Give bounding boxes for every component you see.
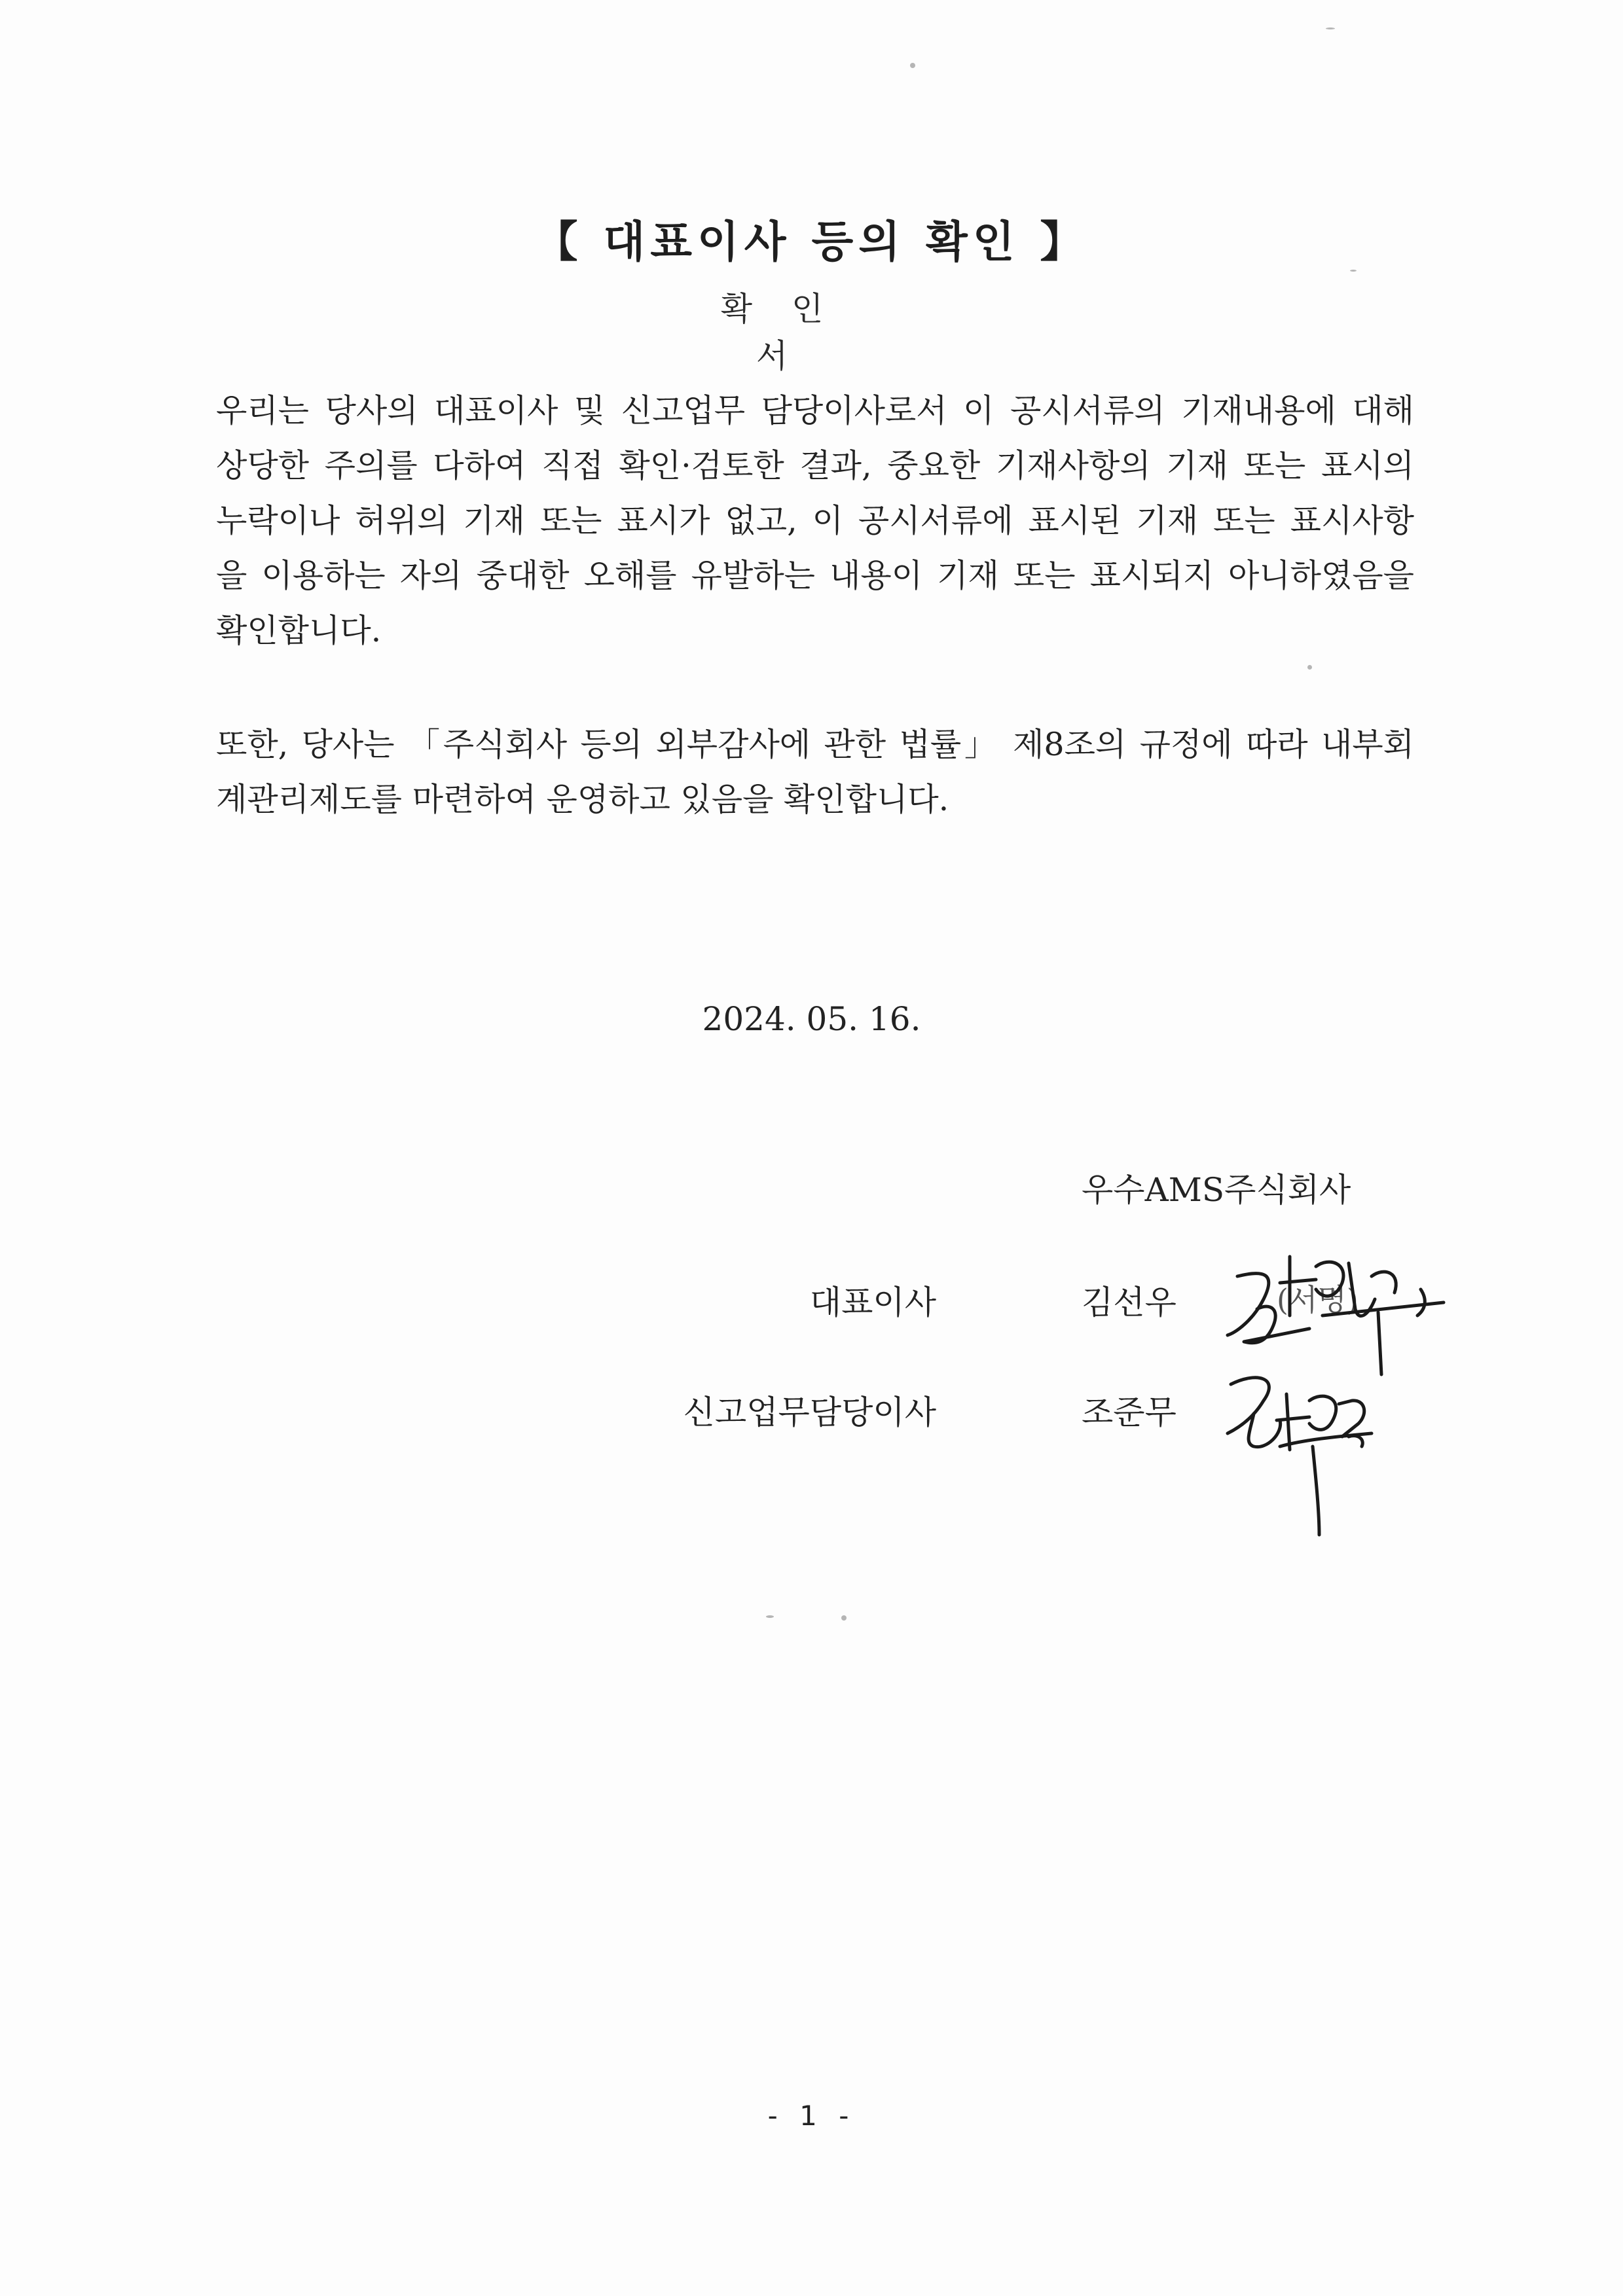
paragraph-line: 또한, 당사는 「주식회사 등의 외부감사에 관한 법률」 제8조의 규정에 따라 내부회 bbox=[216, 726, 1414, 763]
paragraph-line: 상당한 주의를 다하여 직접 확인·검토한 결과, 중요한 기재사항의 기재 또는 표시의 bbox=[216, 447, 1414, 484]
paragraph-line: 계관리제도를 마련하여 운영하고 있음을 확인합니다. bbox=[216, 781, 949, 818]
scan-speck bbox=[1326, 27, 1335, 29]
confirmation-paragraph bbox=[216, 384, 1414, 658]
signatory-role-ceo: 대표이사 bbox=[809, 1283, 936, 1321]
document-date: 2024. 05. 16. bbox=[702, 1000, 921, 1038]
signatory-name-ceo: 김선우 bbox=[1082, 1283, 1176, 1321]
director-signature-icon bbox=[1218, 1355, 1414, 1564]
company-name: 우수AMS주식회사 bbox=[1082, 1171, 1351, 1209]
scan-speck bbox=[766, 1615, 774, 1618]
document-title: 【 대표이사 등의 확인 】 bbox=[534, 217, 1089, 267]
paragraph-line: 누락이나 허위의 기재 또는 표시가 없고, 이 공시서류에 표시된 기재 또는 표시사항 bbox=[216, 502, 1414, 539]
document-subtitle: 확 인 서 bbox=[720, 290, 838, 375]
scan-speck bbox=[1307, 665, 1312, 670]
scan-speck bbox=[1350, 270, 1357, 272]
page-number: - 1 - bbox=[767, 2100, 856, 2132]
paragraph-line: 을 이용하는 자의 중대한 오해를 유발하는 내용이 기재 또는 표시되지 아니하였음을 bbox=[216, 557, 1414, 594]
internal-control-paragraph bbox=[216, 717, 1414, 827]
signatory-name-reporting-director: 조준무 bbox=[1082, 1393, 1176, 1431]
paragraph-line: 확인합니다. bbox=[216, 612, 382, 649]
scan-speck bbox=[841, 1615, 847, 1621]
signature-label: (서명) bbox=[1277, 1282, 1359, 1318]
paragraph-line: 우리는 당사의 대표이사 및 신고업무 담당이사로서 이 공시서류의 기재내용에 대해 bbox=[216, 392, 1414, 429]
signatory-role-reporting-director: 신고업무담당이사 bbox=[683, 1393, 936, 1431]
scan-speck bbox=[910, 63, 915, 68]
